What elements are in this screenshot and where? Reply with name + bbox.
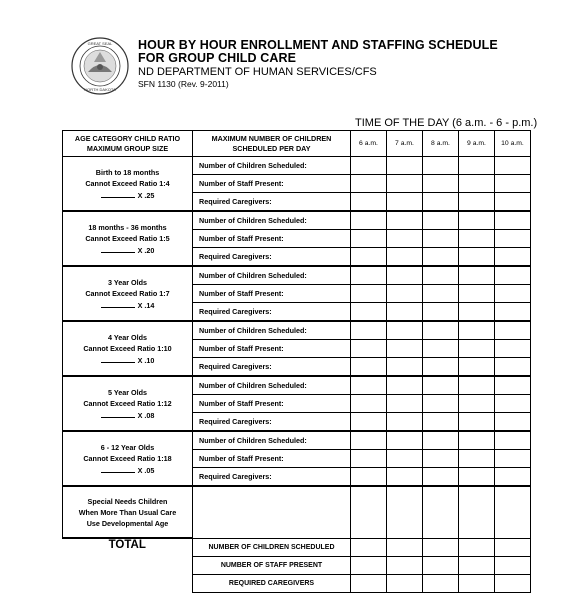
age-group-cell — [63, 376, 193, 431]
time-cell[interactable] — [387, 468, 423, 487]
time-cell[interactable] — [495, 175, 531, 193]
ratio-label: Cannot Exceed Ratio 1:12 — [83, 398, 172, 408]
time-cell[interactable] — [495, 376, 531, 395]
time-cell[interactable] — [387, 230, 423, 248]
ratio-blank-field[interactable] — [101, 189, 135, 198]
ratio-label: Cannot Exceed Ratio 1:18 — [83, 453, 172, 463]
time-cell[interactable] — [387, 431, 423, 450]
time-cell[interactable] — [423, 395, 459, 413]
time-cell[interactable] — [459, 556, 495, 574]
factor-label: X .14 — [137, 300, 155, 310]
time-cell[interactable] — [387, 157, 423, 175]
time-cell[interactable] — [387, 376, 423, 395]
time-cell[interactable] — [459, 175, 495, 193]
age-label: Birth to 18 months — [95, 167, 160, 177]
time-cell[interactable] — [351, 486, 387, 538]
time-cell[interactable] — [423, 157, 459, 175]
time-cell[interactable] — [495, 266, 531, 285]
time-cell[interactable] — [351, 574, 387, 592]
time-cell[interactable] — [423, 193, 459, 212]
required-caregivers-label: Required Caregivers: — [193, 303, 351, 322]
schedule-table — [62, 130, 531, 593]
time-cell[interactable] — [495, 303, 531, 322]
time-cell[interactable] — [423, 303, 459, 322]
required-caregivers-label: Required Caregivers: — [193, 358, 351, 377]
time-cell[interactable] — [459, 303, 495, 322]
time-cell[interactable] — [351, 376, 387, 395]
time-cell[interactable] — [495, 538, 531, 556]
children-scheduled-label: Number of Children Scheduled: — [193, 157, 351, 175]
time-cell[interactable] — [459, 211, 495, 230]
svg-text:GREAT SEAL: GREAT SEAL — [87, 41, 113, 46]
staff-present-label: Number of Staff Present: — [193, 340, 351, 358]
age-group-cell — [63, 431, 193, 486]
time-cell[interactable] — [495, 556, 531, 574]
time-cell[interactable] — [495, 431, 531, 450]
age-group-cell — [63, 157, 193, 212]
time-cell[interactable] — [423, 556, 459, 574]
time-cell[interactable] — [351, 175, 387, 193]
time-cell[interactable] — [459, 358, 495, 377]
ratio-blank-field[interactable] — [101, 464, 135, 473]
table-row — [63, 321, 531, 340]
time-cell[interactable] — [495, 340, 531, 358]
time-header-7am: 7 a.m. — [387, 131, 423, 157]
staff-present-label: Number of Staff Present: — [193, 285, 351, 303]
total-staff-present-label: NUMBER OF STAFF PRESENT — [193, 556, 351, 574]
time-cell[interactable] — [459, 248, 495, 267]
time-cell[interactable] — [423, 266, 459, 285]
time-header-8am: 8 a.m. — [423, 131, 459, 157]
time-cell[interactable] — [495, 248, 531, 267]
factor-label: X .25 — [137, 190, 155, 200]
time-cell[interactable] — [459, 413, 495, 432]
time-cell[interactable] — [459, 157, 495, 175]
children-scheduled-label: Number of Children Scheduled: — [193, 266, 351, 285]
table-row — [63, 376, 531, 395]
time-cell[interactable] — [423, 376, 459, 395]
time-cell[interactable] — [495, 211, 531, 230]
time-cell[interactable] — [495, 321, 531, 340]
table-header-row — [63, 131, 531, 157]
time-cell[interactable] — [351, 358, 387, 377]
time-cell[interactable] — [351, 538, 387, 556]
ratio-blank-field[interactable] — [101, 299, 135, 308]
staff-present-label: Number of Staff Present: — [193, 175, 351, 193]
time-cell[interactable] — [387, 321, 423, 340]
time-cell[interactable] — [423, 248, 459, 267]
time-cell[interactable] — [387, 538, 423, 556]
time-cell[interactable] — [459, 486, 495, 538]
time-cell[interactable] — [459, 450, 495, 468]
children-scheduled-label: Number of Children Scheduled: — [193, 321, 351, 340]
time-cell[interactable] — [423, 358, 459, 377]
time-cell[interactable] — [423, 321, 459, 340]
time-cell[interactable] — [459, 193, 495, 212]
time-cell[interactable] — [387, 486, 423, 538]
time-cell[interactable] — [351, 193, 387, 212]
time-cell[interactable] — [459, 431, 495, 450]
time-cell[interactable] — [387, 358, 423, 377]
required-caregivers-label: Required Caregivers: — [193, 193, 351, 212]
time-cell[interactable] — [351, 157, 387, 175]
time-cell[interactable] — [351, 413, 387, 432]
time-cell[interactable] — [387, 266, 423, 285]
ratio-blank-field[interactable] — [101, 244, 135, 253]
time-cell[interactable] — [387, 556, 423, 574]
special-needs-row — [63, 486, 531, 538]
time-cell[interactable] — [459, 376, 495, 395]
time-cell[interactable] — [495, 395, 531, 413]
department-name: ND DEPARTMENT OF HUMAN SERVICES/CFS — [138, 66, 377, 78]
time-header-9am: 9 a.m. — [459, 131, 495, 157]
ratio-label: Cannot Exceed Ratio 1:10 — [83, 343, 172, 353]
schedule-body — [63, 157, 531, 593]
special-needs-line3: Use Developmental Age — [86, 518, 169, 528]
factor-label: X .20 — [137, 245, 155, 255]
time-cell[interactable] — [459, 538, 495, 556]
time-cell[interactable] — [423, 340, 459, 358]
special-needs-cell — [63, 486, 193, 538]
required-caregivers-label: Required Caregivers: — [193, 248, 351, 267]
age-label: 5 Year Olds — [107, 387, 148, 397]
factor-label: X .10 — [137, 355, 155, 365]
time-cell[interactable] — [351, 340, 387, 358]
time-cell[interactable] — [495, 486, 531, 538]
time-cell[interactable] — [459, 321, 495, 340]
time-cell[interactable] — [459, 340, 495, 358]
ratio-blank-field[interactable] — [101, 354, 135, 363]
time-cell[interactable] — [387, 285, 423, 303]
table-row — [63, 266, 531, 285]
time-cell[interactable] — [423, 486, 459, 538]
time-cell[interactable] — [387, 175, 423, 193]
age-category-header: AGE CATEGORY CHILD RATIO MAXIMUM GROUP SIZE — [63, 131, 193, 157]
time-cell[interactable] — [387, 248, 423, 267]
total-row — [63, 538, 531, 556]
time-cell[interactable] — [351, 211, 387, 230]
time-cell[interactable] — [387, 211, 423, 230]
svg-text:NORTH DAKOTA: NORTH DAKOTA — [84, 87, 116, 92]
time-cell[interactable] — [351, 321, 387, 340]
special-needs-line2: When More Than Usual Care — [78, 507, 177, 517]
time-cell[interactable] — [387, 450, 423, 468]
age-group-cell — [63, 211, 193, 266]
time-cell[interactable] — [387, 340, 423, 358]
time-cell[interactable] — [423, 431, 459, 450]
time-cell[interactable] — [387, 413, 423, 432]
total-required-caregivers-label: REQUIRED CAREGIVERS — [193, 574, 351, 592]
time-cell[interactable] — [495, 230, 531, 248]
time-cell[interactable] — [387, 395, 423, 413]
form-number: SFN 1130 (Rev. 9-2011) — [138, 79, 229, 89]
staff-present-label: Number of Staff Present: — [193, 395, 351, 413]
time-cell[interactable] — [423, 574, 459, 592]
time-cell[interactable] — [423, 538, 459, 556]
time-cell[interactable] — [423, 468, 459, 487]
time-cell[interactable] — [423, 211, 459, 230]
max-children-header: MAXIMUM NUMBER OF CHILDREN SCHEDULED PER DAY — [193, 131, 351, 157]
table-row — [63, 211, 531, 230]
staff-present-label: Number of Staff Present: — [193, 450, 351, 468]
time-cell[interactable] — [495, 358, 531, 377]
staff-present-label: Number of Staff Present: — [193, 230, 351, 248]
time-cell[interactable] — [351, 468, 387, 487]
special-needs-line1: Special Needs Children — [87, 496, 168, 506]
time-cell[interactable] — [351, 266, 387, 285]
form-header — [138, 39, 498, 90]
age-group-cell — [63, 266, 193, 321]
time-header-6am: 6 a.m. — [351, 131, 387, 157]
required-caregivers-label: Required Caregivers: — [193, 413, 351, 432]
special-needs-count-cell[interactable] — [193, 486, 351, 538]
age-label: 3 Year Olds — [107, 277, 148, 287]
time-header-10am: 10 a.m. — [495, 131, 531, 157]
age-label: 4 Year Olds — [107, 332, 148, 342]
factor-label: X .05 — [137, 465, 155, 475]
required-caregivers-label: Required Caregivers: — [193, 468, 351, 487]
form-title-line2: FOR GROUP CHILD CARE — [138, 51, 297, 65]
time-cell[interactable] — [351, 395, 387, 413]
total-label: TOTAL — [108, 539, 146, 551]
age-group-cell — [63, 321, 193, 376]
table-row — [63, 157, 531, 175]
time-cell[interactable] — [351, 431, 387, 450]
time-of-day-heading: TIME OF THE DAY (6 a.m. - 6 - p.m.) — [355, 117, 538, 129]
time-cell[interactable] — [387, 574, 423, 592]
children-scheduled-label: Number of Children Scheduled: — [193, 431, 351, 450]
time-cell[interactable] — [495, 574, 531, 592]
children-scheduled-label: Number of Children Scheduled: — [193, 211, 351, 230]
time-cell[interactable] — [459, 574, 495, 592]
age-label: 6 - 12 Year Olds — [100, 442, 155, 452]
time-cell[interactable] — [495, 468, 531, 487]
state-seal-icon — [70, 36, 130, 96]
time-cell[interactable] — [351, 556, 387, 574]
form-title-line1: HOUR BY HOUR ENROLLMENT AND STAFFING SCHEDULE — [138, 38, 498, 52]
time-cell[interactable] — [495, 157, 531, 175]
table-row — [63, 431, 531, 450]
age-label: 18 months - 36 months — [88, 222, 167, 232]
time-cell[interactable] — [495, 193, 531, 212]
time-cell[interactable] — [351, 230, 387, 248]
time-cell[interactable] — [423, 450, 459, 468]
time-cell[interactable] — [459, 285, 495, 303]
time-cell[interactable] — [495, 450, 531, 468]
time-cell[interactable] — [459, 230, 495, 248]
ratio-label: Cannot Exceed Ratio 1:4 — [85, 178, 170, 188]
time-cell[interactable] — [423, 230, 459, 248]
ratio-label: Cannot Exceed Ratio 1:5 — [85, 233, 170, 243]
time-cell[interactable] — [351, 285, 387, 303]
time-cell[interactable] — [387, 303, 423, 322]
time-cell[interactable] — [459, 468, 495, 487]
time-cell[interactable] — [423, 285, 459, 303]
time-cell[interactable] — [459, 395, 495, 413]
time-cell[interactable] — [495, 413, 531, 432]
ratio-blank-field[interactable] — [101, 409, 135, 418]
time-cell[interactable] — [351, 248, 387, 267]
time-cell[interactable] — [387, 193, 423, 212]
time-cell[interactable] — [351, 303, 387, 322]
factor-label: X .08 — [137, 410, 155, 420]
time-cell[interactable] — [423, 175, 459, 193]
time-cell[interactable] — [495, 285, 531, 303]
time-cell[interactable] — [459, 266, 495, 285]
children-scheduled-label: Number of Children Scheduled: — [193, 376, 351, 395]
time-cell[interactable] — [423, 413, 459, 432]
ratio-label: Cannot Exceed Ratio 1:7 — [85, 288, 170, 298]
time-cell[interactable] — [351, 450, 387, 468]
total-children-scheduled-label: NUMBER OF CHILDREN SCHEDULED — [193, 538, 351, 556]
